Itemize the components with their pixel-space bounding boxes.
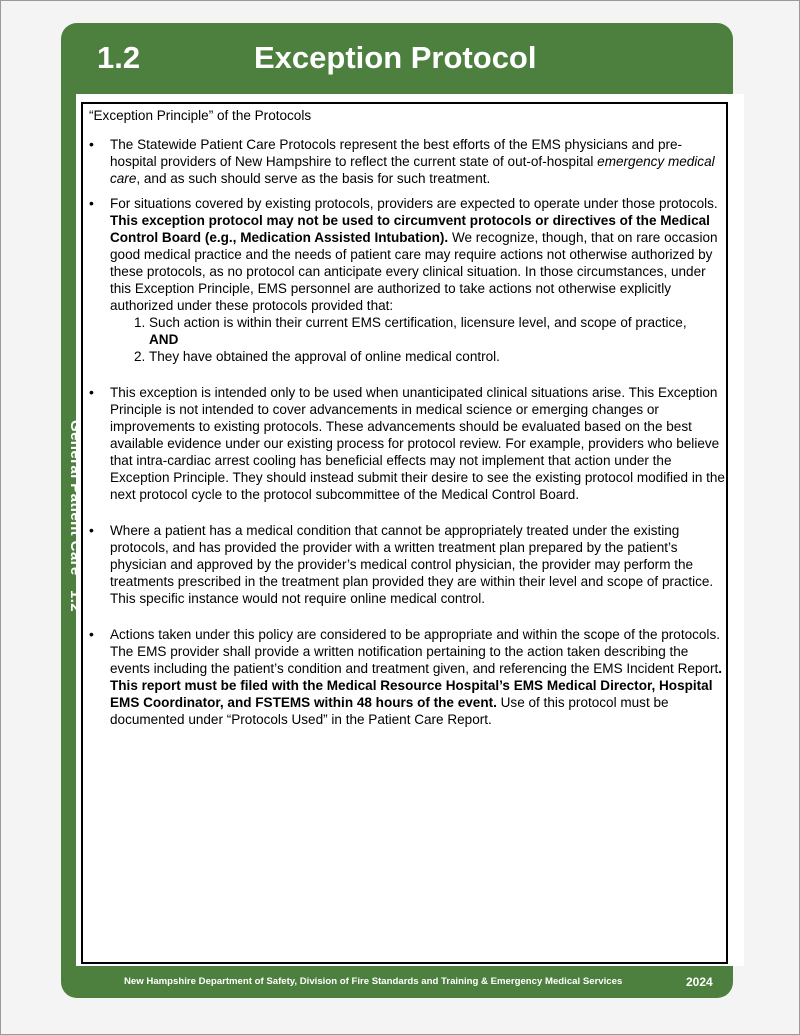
footer-agency-text: New Hampshire Department of Safety, Division of Fire Standards and Training & Emergency Medical Services: [124, 976, 623, 987]
bullet-4-text: Where a patient has a medical condition that cannot be appropriately treated under the existing protocols, and has provided the provider with a written treatment plan prepared by the patient’s physician and approved by the provider’s medical control physician, the provider may perform the treatments prescribed in the treatment plan provided they are within their level and scope of practice. This specific instance would not require online medical control.: [110, 523, 714, 606]
bullet-item-existing-protocols: [89, 195, 725, 365]
bullet-3-text: This exception is intended only to be used when unanticipated clinical situations arise. This Exception Principle is not intended to cover advancements in medical science or emerging changes or improvements to existing protocols. These advancements should be evaluated based on the best available evidence under our existing process for protocol review. For example, providers who believe that intra-cardiac arrest cooling has beneficial effects may not implement that action under the Exception Principle. They should instead submit their desire to see the existing protocol modified in the next protocol cycle to the protocol subcommittee of the Medical Control Board.: [110, 385, 725, 502]
condition-text: They have obtained the approval of online medical control.: [149, 349, 500, 364]
footer-year: 2024: [686, 975, 713, 989]
condition-text: Such action is within their current EMS certification, licensure level, and scope of practice,: [149, 315, 687, 330]
bullet-item-unanticipated-situations: [89, 384, 725, 503]
condition-item: [134, 348, 725, 365]
condition-number: 2.: [134, 349, 146, 364]
bullet-1-text: The Statewide Patient Care Protocols represent the best efforts of the EMS physicians and pre-hospital providers of New Hampshire to reflect the current state of out-of-hospital: [110, 137, 683, 169]
bullet-1-italic: emergency medical care: [110, 154, 715, 186]
intro-heading: “Exception Principle” of the Protocols: [89, 108, 312, 123]
bullet-5-text-end: Use of this protocol must be documented under “Protocols Used” in the Patient Care Report.: [110, 695, 669, 727]
section-number: 1.2: [97, 40, 141, 75]
bullet-1-text-end: , and as such should serve as the basis for such treatment.: [136, 171, 491, 186]
bullet-5-text: Actions taken under this policy are considered to be appropriate and within the scope of the protocols. The EMS provider shall provide a written notification pertaining to the action taken describing the events including the patient’s condition and treatment given, and referencing the EMS Incident Report: [110, 627, 720, 676]
page-title: Exception Protocol: [254, 40, 537, 75]
condition-number: 1.: [134, 315, 146, 330]
condition-and: AND: [149, 332, 179, 347]
protocol-content: [89, 107, 725, 736]
bullet-item-statewide-protocols: [89, 136, 725, 187]
bullet-2-text: For situations covered by existing protocols, providers are expected to operate under those protocols.: [110, 196, 718, 211]
bullet-item-treatment-plan: [89, 522, 725, 607]
bullet-item-actions-taken: [89, 626, 725, 728]
bullet-5-bold: . This report must be filed with the Medical Resource Hospital’s EMS Medical Director, Hospital EMS Coordinator, and FSTEMS within 48 hours of the event.: [110, 661, 722, 710]
conditions-list: [110, 314, 725, 365]
bullet-2-bold: This exception protocol may not be used to circumvent protocols or directives of the Medical Control Board (e.g., Medication Assisted Intubation).: [110, 213, 710, 245]
bullet-2-text-end: We recognize, though, that on rare occasion good medical practice and the needs of patient care may require actions not otherwise authorized by these protocols, as no protocol can anticipate every clinical situation. In those circumstances, under this Exception Principle, EMS personnel are authorized to take actions not otherwise explicitly authorized under these protocols provided that:: [110, 230, 718, 313]
condition-item: [134, 314, 725, 348]
bullet-list: [89, 136, 725, 728]
